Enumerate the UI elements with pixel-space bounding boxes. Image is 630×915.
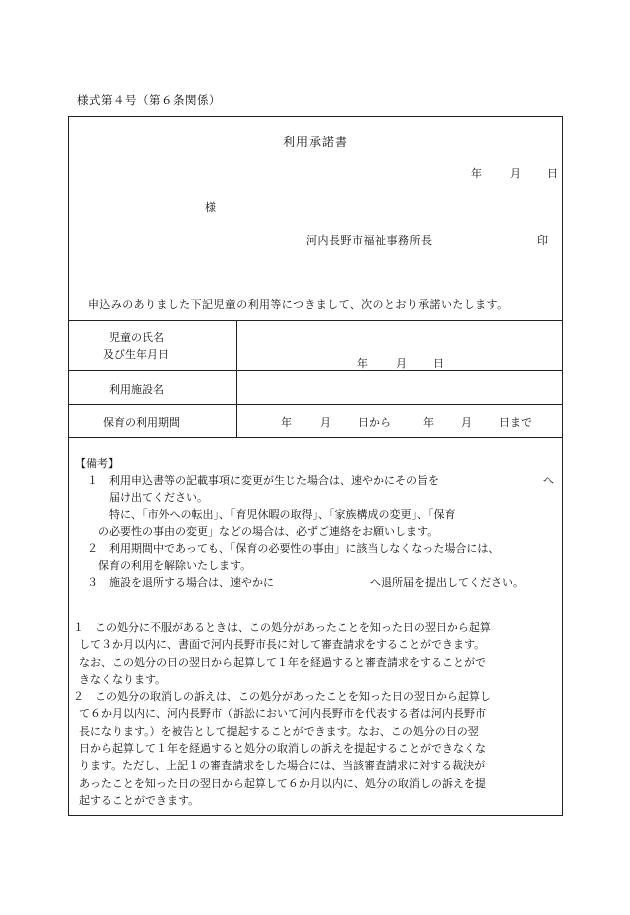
period-to-month: 月 xyxy=(461,416,472,429)
note-1-line-1 xyxy=(75,472,559,489)
table-top-rule xyxy=(69,320,562,321)
notes-section xyxy=(75,455,559,591)
seal-mark: 印 xyxy=(537,234,548,247)
note-3-line xyxy=(75,574,559,591)
appeal-notice xyxy=(73,619,561,809)
appeal-line-7: 長になります。）を被告として提起することができます。なお、この処分の日の翌 xyxy=(79,724,479,738)
appeal-line-10: あったことを知った日の翌日から起算して６か月以内に、処分の取消しの訴えを提 xyxy=(79,776,486,790)
table-row-rule-2 xyxy=(69,404,562,405)
child-birth-day: 日 xyxy=(433,357,444,370)
appeal-line-6: て６か月以内に、河内長野市（訴訟において河内長野市を代表する者は河内長野市 xyxy=(79,707,486,721)
child-birth-month: 月 xyxy=(396,357,407,370)
date-day-label: 日 xyxy=(547,167,558,180)
period-from-month: 月 xyxy=(320,416,331,429)
document-title: 利用承諾書 xyxy=(283,135,349,149)
note-2-line-2: 保育の利用を解除いたします。 xyxy=(98,559,252,572)
child-name-label: 児童の氏名 xyxy=(109,331,164,344)
period-from-day: 日から xyxy=(358,416,391,429)
period-to-day: 日まで xyxy=(499,416,532,429)
period-to-year: 年 xyxy=(423,416,434,429)
table-column-rule xyxy=(236,320,237,437)
appeal-line-4: きなくなります。 xyxy=(79,672,167,686)
appeal-line-9: ります。ただし、上記１の審査請求をした場合には、当該審査請求に対する裁決が xyxy=(79,759,486,773)
date-month-label: 月 xyxy=(510,167,521,180)
appeal-line-2: して３か月以内に、書面で河内長野市長に対して審査請求をすることができます。 xyxy=(79,638,486,652)
facility-label: 利用施設名 xyxy=(109,383,164,396)
note-1-line-3: 特に、「市外への転出」、「育児休暇の取得」、「家族構成の変更」、「保育 xyxy=(109,508,456,521)
appeal-line-3: なお、この処分の日の翌日から起算して１年を経過すると審査請求をすることがで xyxy=(79,655,486,669)
note-3-text-a: ３ 施設を退所する場合は、速やかに xyxy=(87,576,274,589)
note-2-line-1: ２ 利用期間中であっても、「保育の必要性の事由」に該当しなくなった場合には、 xyxy=(87,542,500,555)
table-bottom-rule xyxy=(69,437,562,438)
note-1-text: １ 利用申込書等の記載事項に変更が生じた場合は、速やかにその旨を xyxy=(87,474,439,487)
intro-text: 申込みのありました下記児童の利用等につきまして、次のとおり承諾いたします。 xyxy=(88,298,509,311)
appeal-line-8: 日から起算して１年を経過すると処分の取消しの訴えを提起することができなくな xyxy=(79,742,486,756)
appeal-line-1: １ この処分に不服があるときは、この処分があったことを知った日の翌日から起算 xyxy=(73,621,491,634)
appeal-line-5: ２ この処分の取消しの訴えは、この処分があったことを知った日の翌日から起算し xyxy=(73,690,491,704)
addressee-suffix: 様 xyxy=(205,201,216,214)
notes-heading: 【備考】 xyxy=(75,457,119,470)
child-birth-year: 年 xyxy=(357,357,368,370)
appeal-line-11: 起することができます。 xyxy=(79,793,200,807)
form-number-label: 様式第４号（第６条関係） xyxy=(77,93,221,107)
note-1-line-2: 届け出てください。 xyxy=(109,491,208,504)
document-frame xyxy=(68,116,563,816)
note-3-text-b: へ退所届を提出してください。 xyxy=(370,576,524,589)
period-from-year: 年 xyxy=(281,416,292,429)
note-1-tail: へ xyxy=(543,474,554,487)
issuer-name: 河内長野市福祉事務所長 xyxy=(306,234,433,247)
note-1-line-4: の必要性の事由の変更」などの場合は、必ずご連絡をお願いします。 xyxy=(98,525,439,538)
child-birthdate-label: 及び生年月日 xyxy=(103,348,169,361)
date-year-label: 年 xyxy=(471,167,482,180)
period-label: 保育の利用期間 xyxy=(103,416,180,429)
table-row-rule-1 xyxy=(69,370,562,371)
